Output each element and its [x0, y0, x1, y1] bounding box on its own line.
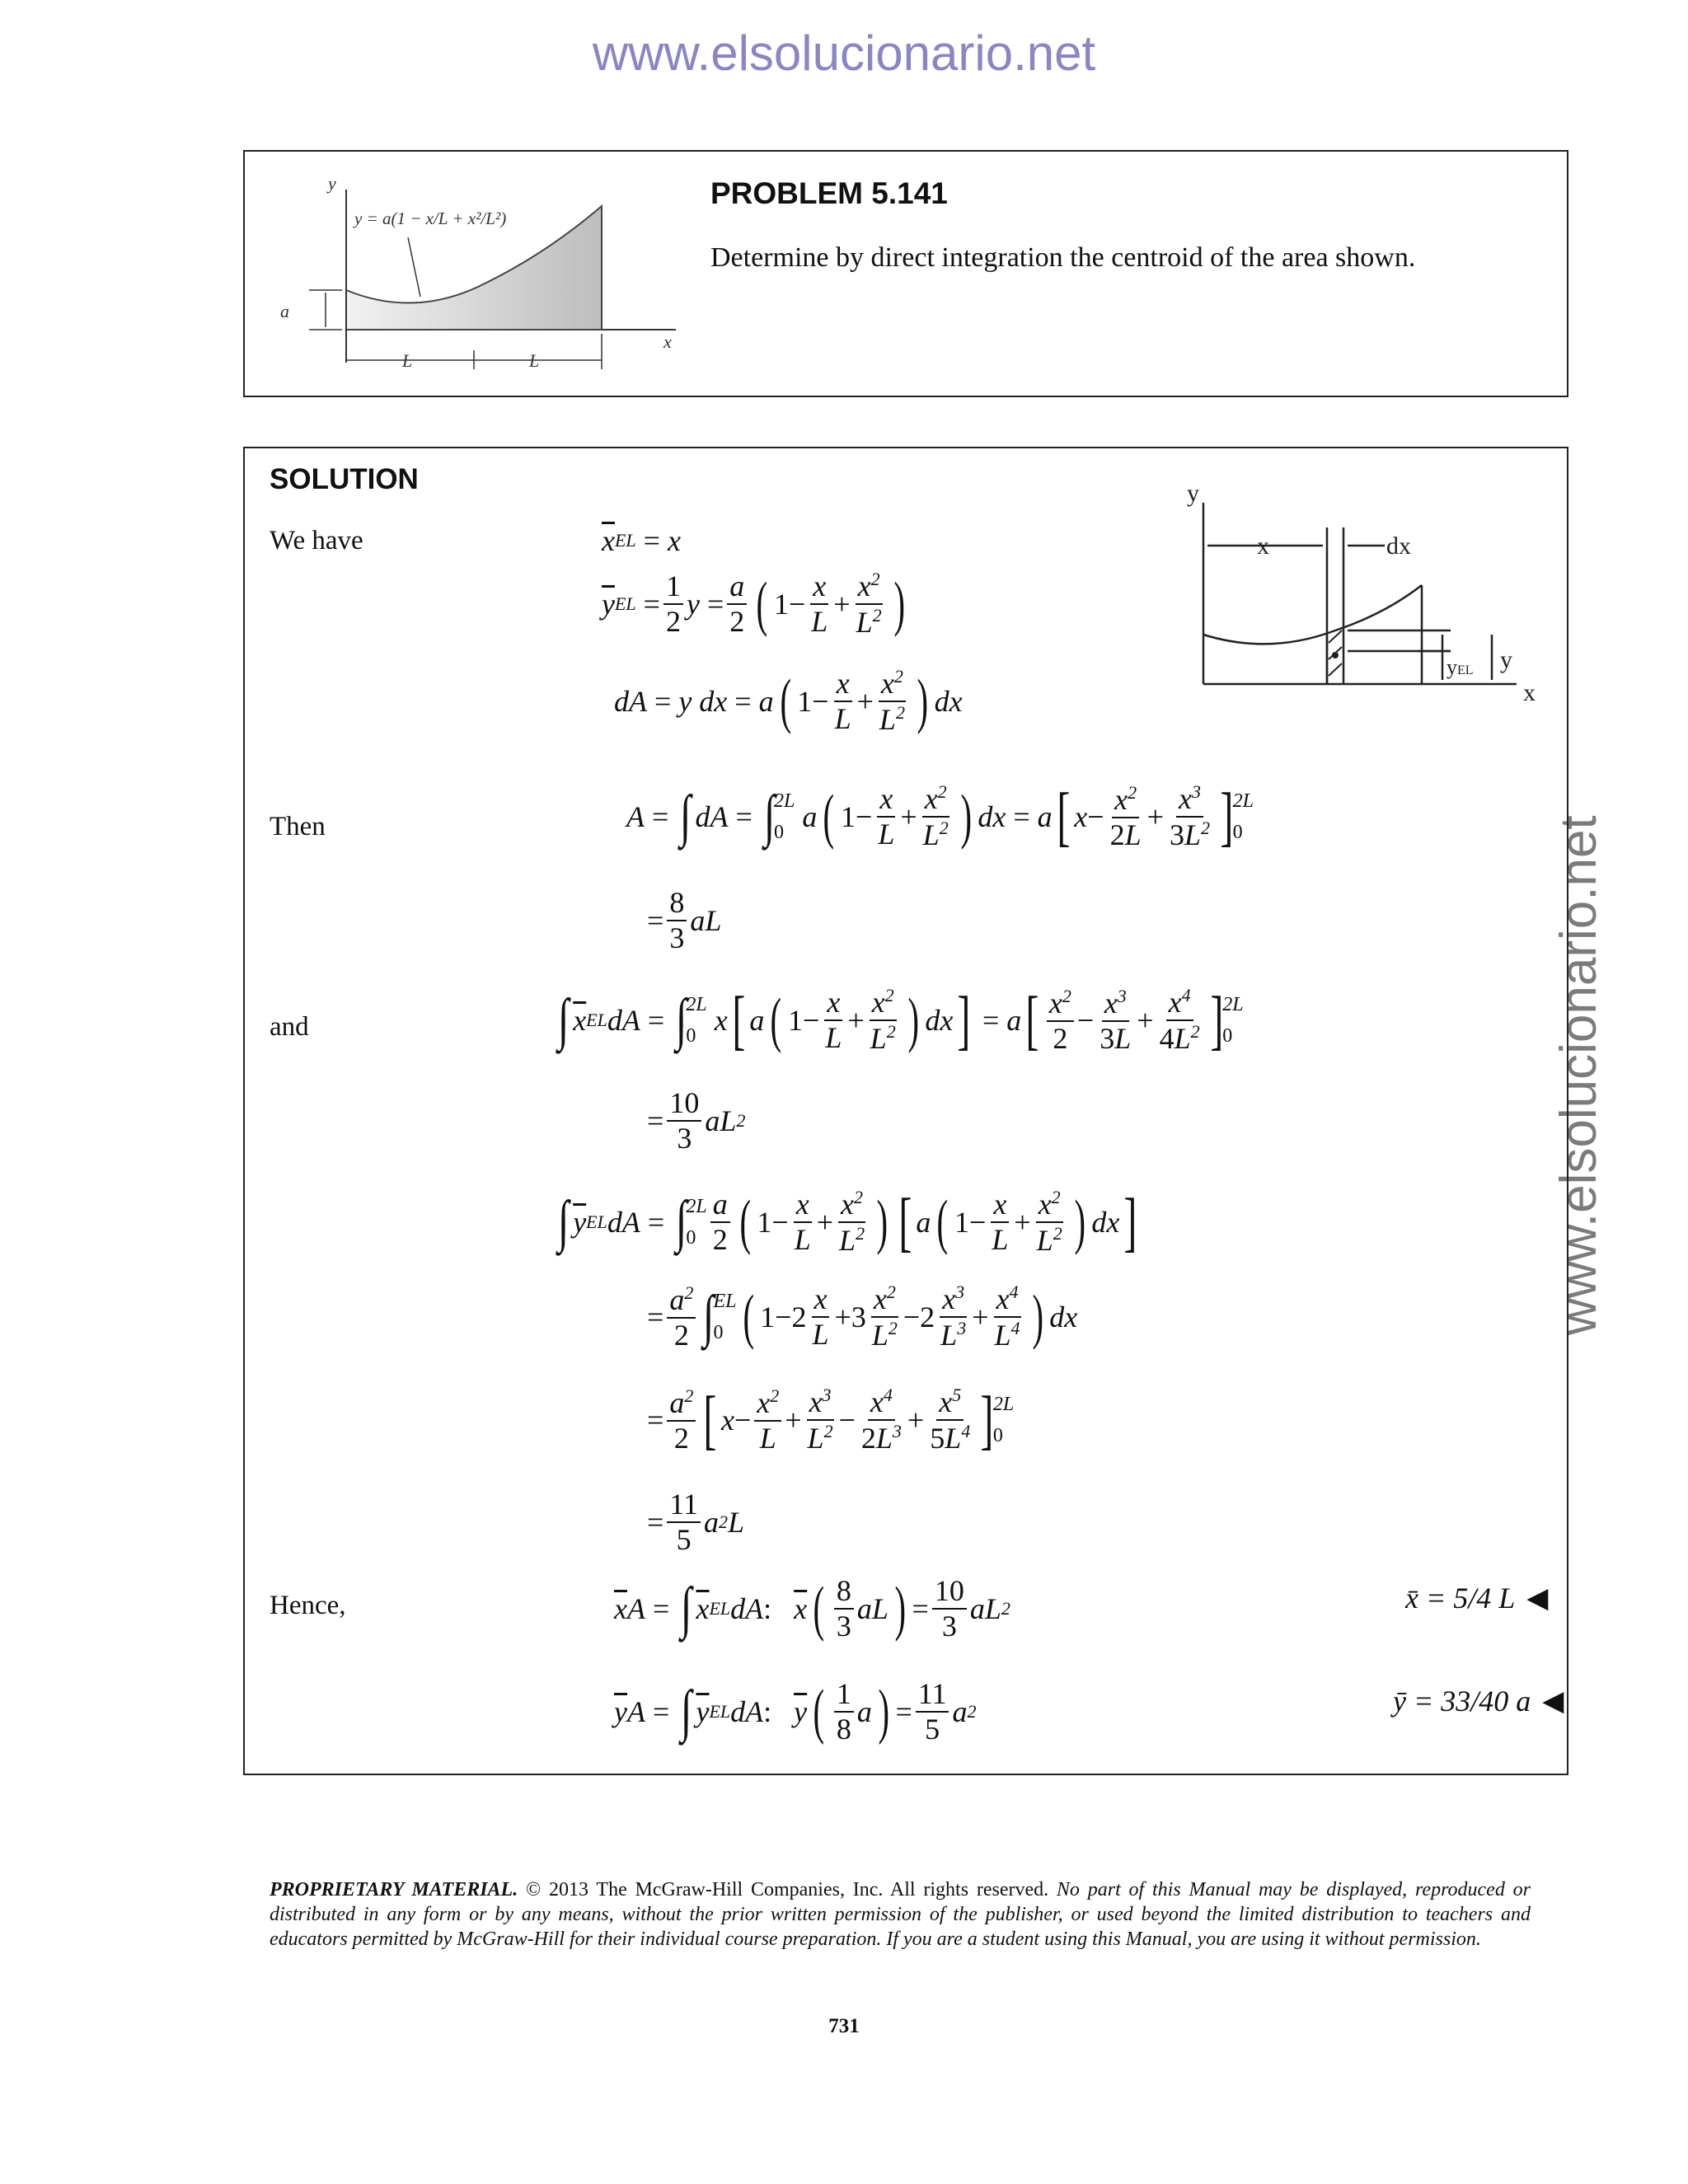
result-ybar: ȳ = 33/40 a ◀ [1393, 1685, 1564, 1718]
eq-yel-step3: = $\frac{a^2}{2}$ [ x − $\frac{x^2}{L}$ + $\frac{x^3}{L^2}$ − $\frac{x^4}{2L^3}$ + $\frac{x^5}{5L^4}$ ] 2L 0 [647, 1384, 1015, 1457]
solution-title: SOLUTION [270, 463, 419, 495]
sketch-yel-label: yEL [1447, 655, 1474, 679]
eq-int-yel: ∫ $\overline{y}$ EL dA = ∫ 2L 0 $\frac{a}{2}$ ( 1− $\frac{x}{L}$ + $\frac{x^2}{L^2}$ ) [ a ( 1− $\frac{x}{L}$ + $\frac{x^2}{L^2}$ ) dx ] [557, 1186, 1137, 1259]
eq-dA: dA = y dx = a ( 1− $\frac{x}{L}$ + $\frac{x^2}{L^2}$ ) dx [614, 666, 963, 737]
sketch-dx-dim: dx [1386, 532, 1411, 560]
problem-figure [264, 165, 692, 371]
label-then: Then [270, 812, 326, 841]
page-number: 731 [828, 2015, 860, 2037]
fig-curve-label: y = a(1 − x/L + x²/L²) [354, 209, 507, 228]
sketch-y-dim: y [1500, 646, 1512, 673]
footer-notice: PROPRIETARY MATERIAL. © 2013 The McGraw-Hill Companies, Inc. All rights reserved. No part of this Manual may be displayed, reproduced or distributed in any form or by any means, without the prior written permission of the publisher, or used beyond the limited distribution to teachers and educators permitted by McGraw-Hill for their individual course preparation. If you are a student using this Manual, you are using it without permission. [270, 1879, 1531, 1950]
problem-title: PROBLEM 5.141 [710, 176, 948, 210]
eq-int-xel: ∫ $\overline{x}$ EL dA = ∫ 2L 0 x [ a ( 1− $\frac{x}{L}$ + $\frac{x^2}{L^2}$ ) dx ] = a [ $\frac{x^2}{2}$ − $\frac{x^3}{3L}$ + $\frac{x^4}{4L^2}$ ] 2L 0 [557, 984, 1244, 1057]
element-sketch [1170, 478, 1550, 717]
eq-yel-step2: = $\frac{a^2}{2}$ ∫ EL 0 ( 1−2 $\frac{x}{L}$ +3 $\frac{x^2}{L^2}$ −2 $\frac{x^3}{L^3}$ + $\frac{x^4}{L^4}$ ) dx [647, 1282, 1078, 1352]
fig-x-label: x [663, 331, 672, 352]
eq-ybar: $\overline{y}$ A = ∫ $\overline{y}$ EL dA : $\overline{y}$ ( $\frac{1}{8}$ a ) = $\frac{11}{5}$ a 2 [614, 1677, 977, 1746]
label-and: and [270, 1012, 309, 1042]
fig-a-label: a [280, 301, 289, 321]
eq-A: A = ∫ dA = ∫ 2L 0 a ( 1− $\frac{x}{L}$ + $\frac{x^2}{L^2}$ ) dx = a [ x − $\frac{x^2}{2L}$ + $\frac{x^3}{3L^2}$ ] 2L 0 [626, 780, 1254, 854]
sketch-y-label: y [1187, 480, 1199, 507]
label-we-have: We have [270, 526, 363, 555]
problem-statement: Determine by direct integration the centroid of the area shown. [710, 242, 1416, 273]
eq-xel: $\overline{x}$ EL = x [602, 524, 681, 557]
eq-xel-result: = $\frac{10}{3}$ aL 2 [647, 1086, 746, 1155]
label-hence: Hence, [270, 1591, 346, 1620]
eq-xbar: $\overline{x}$ A = ∫ $\overline{x}$ EL dA : $\overline{x}$ ( $\frac{8}{3}$ aL ) = $\frac{10}{3}$ aL 2 [614, 1574, 1010, 1643]
sketch-x-label: x [1523, 679, 1536, 706]
watermark-top: www.elsolucionario.net [592, 26, 1096, 81]
eq-yel: $\overline{y}$ EL = $\frac{1}{2}$ y = $\frac{a}{2}$ ( 1− $\frac{x}{L}$ + $\frac{x^2}{L^2}$ ) [602, 569, 905, 640]
fig-y-label: y [328, 173, 336, 194]
fig-L-label-1: L [402, 350, 413, 371]
eq-A-result: = $\frac{8}{3}$ aL [647, 886, 722, 955]
result-xbar: x̄ = 5/4 L ◀ [1405, 1582, 1549, 1615]
sketch-x-dim: x [1257, 532, 1269, 560]
eq-yel-result: = $\frac{11}{5}$ a 2 L [647, 1488, 745, 1557]
watermark-side: www.elsolucionario.net [1550, 815, 1607, 1335]
fig-L-label-2: L [529, 350, 540, 371]
